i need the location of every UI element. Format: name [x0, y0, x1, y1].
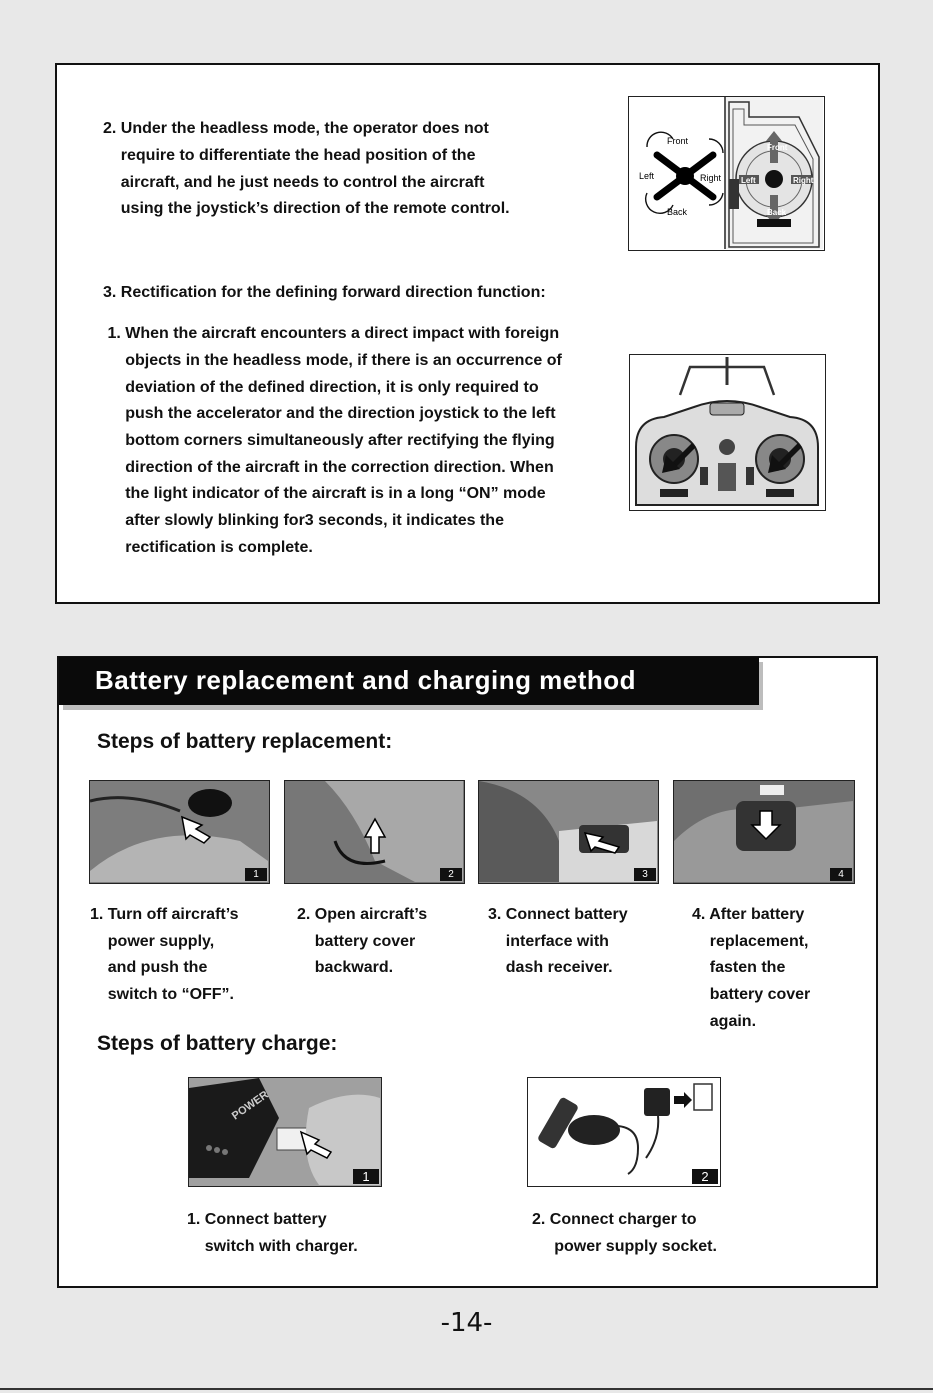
headless-item2-line1: 2. Under the headless mode, the operator does not	[103, 120, 489, 137]
svg-text:Left: Left	[639, 171, 655, 181]
svg-text:POWER: POWER	[229, 1088, 271, 1123]
rectification-line1: 1. When the aircraft encounters a direct impact with foreign	[103, 325, 560, 342]
svg-text:Back: Back	[667, 207, 688, 217]
svg-text:Front: Front	[667, 136, 689, 146]
svg-text:Front: Front	[767, 143, 788, 152]
replacement-step-4: 4. After battery replacement, fasten the battery cover again.	[692, 906, 811, 1030]
remote-control-diagram	[629, 354, 826, 511]
replacement-photo-3	[478, 780, 659, 884]
remote-closeup-icon	[726, 97, 823, 249]
headless-item2-line3: aircraft, and he just needs to control the aircraft	[103, 174, 485, 191]
headless-item2-line4: using the joystick’s direction of the remote control.	[103, 200, 510, 217]
replacement-photo-1	[89, 780, 270, 884]
charge-photo-2	[527, 1077, 721, 1187]
rectification-line7: the light indicator of the aircraft is in a long “ON” mode	[103, 485, 546, 502]
charge-photo-1	[188, 1077, 382, 1187]
rectification-line5: bottom corners simultaneously after rectifying the flying	[103, 432, 555, 449]
transmitter-icon	[636, 357, 818, 505]
replacement-step-2: 2. Open aircraft’s battery cover backward.	[297, 906, 428, 977]
rectification-line9: rectification is complete.	[103, 539, 313, 556]
bottom-divider	[0, 1388, 933, 1390]
photo-number: 4	[830, 868, 852, 881]
charge-step-2: 2. Connect charger to power supply socket.	[532, 1211, 717, 1255]
rectification-line3: deviation of the defined direction, it is only required to	[103, 379, 539, 396]
arrow-icon	[182, 817, 210, 843]
rectification-title: 3. Rectification for the defining forward direction function:	[103, 284, 546, 301]
svg-text:Right: Right	[700, 173, 722, 183]
replacement-photo-2	[284, 780, 465, 884]
page-number: -14-	[440, 1308, 493, 1338]
battery-section-title: Battery replacement and charging method	[59, 657, 759, 705]
headless-direction-diagram	[628, 96, 825, 251]
charge-heading: Steps of battery charge:	[97, 1032, 338, 1055]
svg-text:Back: Back	[767, 208, 787, 217]
replacement-photo-4	[673, 780, 855, 884]
photo-number: 2	[692, 1169, 718, 1184]
replacement-step-3: 3. Connect battery interface with dash receiver.	[488, 906, 628, 977]
headless-item2-line2: require to differentiate the head position of the	[103, 147, 476, 164]
photo-number: 2	[440, 868, 462, 881]
replacement-heading: Steps of battery replacement:	[97, 730, 393, 753]
replacement-step-1: 1. Turn off aircraft’s power supply, and push the switch to “OFF”.	[90, 906, 239, 1004]
svg-text:Left: Left	[741, 176, 756, 185]
charge-step-1: 1. Connect battery switch with charger.	[187, 1211, 358, 1255]
rectification-line6: direction of the aircraft in the correction direction. When	[103, 459, 554, 476]
rectification-line4: push the accelerator and the direction joystick to the left	[103, 405, 556, 422]
rectification-line2: objects in the headless mode, if there is an occurrence of	[103, 352, 562, 369]
svg-text:Right: Right	[793, 176, 814, 185]
photo-number: 3	[634, 868, 656, 881]
rectification-line8: after slowly blinking for3 seconds, it indicates the	[103, 512, 504, 529]
arrow-icon	[674, 1092, 692, 1108]
photo-number: 1	[353, 1169, 379, 1184]
photo-number: 1	[245, 868, 267, 881]
